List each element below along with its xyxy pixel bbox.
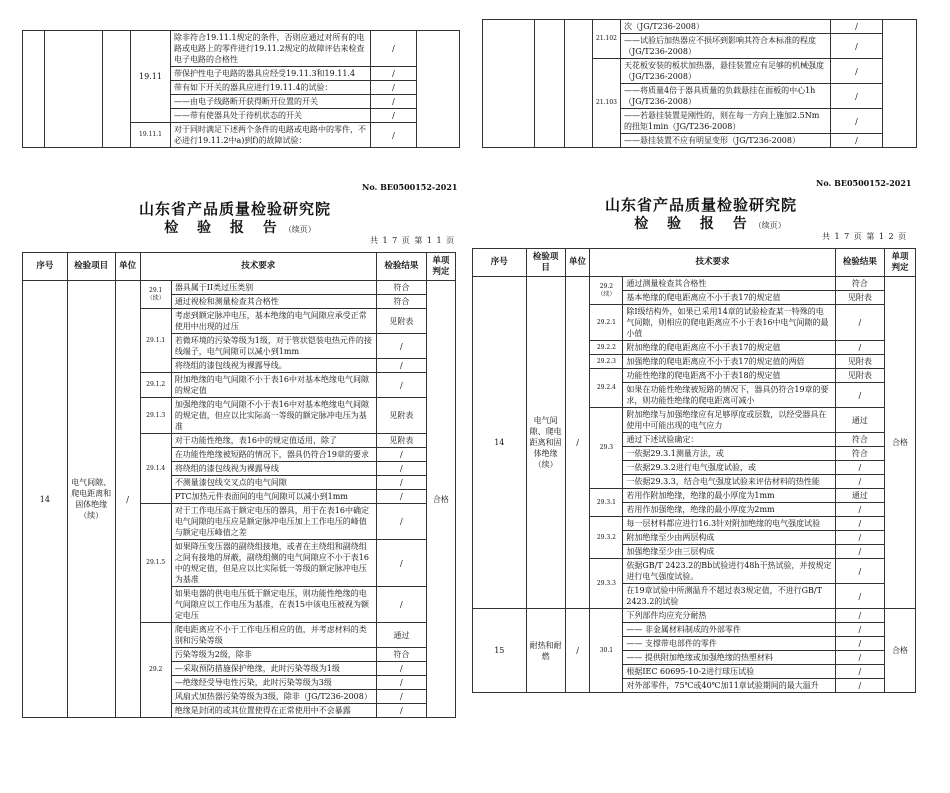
requirement-cell: 一依据29.3.2进行电气强度试验，或 [623, 461, 835, 475]
table-row [23, 31, 460, 67]
right-inspection-table [472, 248, 916, 693]
header-result: 检验结果 [835, 249, 884, 277]
clause-cell: 29.3.3 [590, 559, 623, 609]
requirement-cell: —— 支撑带电部件的零件 [623, 637, 835, 651]
result-cell: / [371, 123, 417, 148]
clause-cell: 29.3.2 [590, 517, 623, 559]
header-item: 检验项目 [526, 249, 565, 277]
clause-cell: 29.2.3 [590, 355, 623, 369]
report-title: 检 验 报 告（续页） [634, 216, 786, 232]
requirement-cell: 考虑到额定脉冲电压，基本绝缘的电气间隙应承受正常使用中出现的过压 [171, 309, 376, 334]
result-cell: 见附表 [835, 355, 884, 369]
requirement-cell: 若用作加强绝缘，绝缘的最小厚度为2mm [623, 503, 835, 517]
requirement-cell: 带有如下开关的器具应进行19.11.4的试验： [171, 81, 371, 95]
clause-cell: 29.3 [590, 408, 623, 489]
requirement-cell: 依据GB/T 2423.2的Bb试验进行48h干热试验，并按规定进行电气强度试验。 [623, 559, 835, 584]
result-cell: / [376, 676, 426, 690]
result-cell: / [835, 637, 884, 651]
clause-cell: 29.1（续） [140, 281, 171, 309]
requirement-cell: 如果降压变压器的副绕组接地，或者在主绕组和副绕组之间有接地的屏蔽，副绕组侧的电气间隙应不小于表16中的规定值，但是应以比实际低一等级的额定脉冲电压为基准 [171, 540, 376, 587]
top-left-fragment [22, 0, 462, 150]
requirement-cell: ——试验后加热器应不损坏到影响其符合本标准的程度（JG/T236-2008） [621, 34, 831, 59]
result-cell: 通过 [376, 623, 426, 648]
header-seq: 序号 [23, 253, 68, 281]
header-verdict: 单项判定 [426, 253, 455, 281]
item-cell: 耐热和耐燃 [526, 609, 565, 693]
clause-cell: 29.2（续） [590, 277, 623, 305]
requirement-cell: 若微环境的污染等级为1级，对于管状铠装电热元件的接线端子，电气间隙可以减小到1mm [171, 334, 376, 359]
result-cell: / [835, 383, 884, 408]
requirement-cell: 附加绝缘至少由两层构成 [623, 531, 835, 545]
report-number: No. BE0500152-2021 [816, 178, 912, 188]
verdict-cell: 合格 [885, 609, 916, 693]
result-cell: / [371, 109, 417, 123]
result-cell: / [376, 504, 426, 540]
header-unit: 单位 [565, 249, 590, 277]
result-cell: / [835, 584, 884, 609]
requirement-cell: 天花板安装的板状加热器，悬挂装置应有足够的机械强度（JG/T236-2008） [621, 59, 831, 84]
result-cell: / [835, 623, 884, 637]
requirement-cell: 通过下述试验确定： [623, 433, 835, 447]
requirement-cell: 绝缘是封闭的或其位置使得在正常使用中不会暴露 [171, 704, 376, 718]
result-cell: / [835, 503, 884, 517]
page-counter: 共 1 7 页 第 1 1 页 [370, 236, 456, 245]
top-right-body [483, 20, 917, 148]
result-cell: 见附表 [376, 434, 426, 448]
requirement-cell: 如果在功能性绝缘被短路的情况下，器具仍符合19章的要求，则功能性绝缘的爬电距离可减小 [623, 383, 835, 408]
requirement-cell: 若用作附加绝缘，绝缘的最小厚度为1mm [623, 489, 835, 503]
table-row [483, 20, 917, 34]
clause-cell: 29.2.4 [590, 369, 623, 408]
requirement-cell: 每一层材料都应进行16.3针对附加绝缘的电气强度试验 [623, 517, 835, 531]
requirement-cell: 如果电器的供电电压低于额定电压，则功能性绝缘的电气间隙应以工作电压为基准，在表15中该电压被视为额定电压 [171, 587, 376, 623]
seq-cell: 14 [473, 277, 527, 609]
requirement-cell: 在19章试验中所测温升不超过表3规定值，不进行GB/T 2423.2的试验 [623, 584, 835, 609]
seq-cell [483, 20, 535, 148]
header-item: 检验项目 [67, 253, 115, 281]
verdict-cell: 合格 [426, 281, 455, 718]
requirement-cell: 对于同时满足下述两个条件的电路或电路中的零件，不必进行19.11.2中a)到f)的故障试验： [171, 123, 371, 148]
item-cell: 电气间隙、爬电距离和固体绝缘（续） [526, 277, 565, 609]
result-cell: / [835, 609, 884, 623]
unit-cell: / [115, 281, 140, 718]
result-cell: 符合 [835, 447, 884, 461]
left-inspection-table [22, 252, 456, 718]
unit-cell: / [565, 609, 590, 693]
table-row [23, 281, 456, 295]
left-table-body [23, 281, 456, 718]
result-cell: / [376, 462, 426, 476]
item-cell [45, 31, 103, 148]
requirement-cell: —采取预防措施保护绝缘，此时污染等级为1级 [171, 662, 376, 676]
verdict-cell [417, 31, 460, 148]
result-cell: / [831, 34, 883, 59]
requirement-cell: 附加绝缘的电气间隙不小于表16中对基本绝缘电气间隙的规定值 [171, 373, 376, 398]
requirement-cell: 将绕组的漆包线视为裸露导线。 [171, 359, 376, 373]
requirement-cell: 附加绝缘的爬电距离应不小于表17的规定值 [623, 341, 835, 355]
requirement-cell: 对外部零件，75℃或40℃加11章试验期间的最大温升 [623, 679, 835, 693]
requirement-cell: 通过测量检查其合格性 [623, 277, 835, 291]
table-row [473, 609, 916, 623]
requirement-cell: PTC加热元件表面间的电气间隙可以减小到1mm [171, 490, 376, 504]
unit-cell: / [565, 277, 590, 609]
result-cell: 符合 [376, 295, 426, 309]
continuation-label: （续页） [753, 221, 786, 230]
clause-cell: 29.2.1 [590, 305, 623, 341]
requirement-cell: 将绕组的漆包线视为裸露导线 [171, 462, 376, 476]
clause-cell: 29.2 [140, 623, 171, 718]
table-header-row [23, 253, 456, 281]
organization-name: 山东省产品质量检验研究院 [604, 196, 797, 214]
report-page-left [0, 170, 470, 793]
result-cell: / [376, 690, 426, 704]
requirement-cell: 对于功能性绝缘，表16中的规定值适用，除了 [171, 434, 376, 448]
result-cell: / [376, 334, 426, 359]
page-counter: 共 1 7 页 第 1 2 页 [822, 232, 908, 241]
result-cell: 见附表 [376, 309, 426, 334]
organization-name: 山东省产品质量检验研究院 [138, 200, 331, 218]
result-cell: / [831, 84, 883, 109]
result-cell: / [371, 67, 417, 81]
requirement-cell: 器具属于II类过压类别 [171, 281, 376, 295]
result-cell: / [376, 476, 426, 490]
seq-cell: 15 [473, 609, 527, 693]
requirement-cell: —绝缘经受导电性污染，此时污染等级为3级 [171, 676, 376, 690]
header-unit: 单位 [115, 253, 140, 281]
requirement-cell: 爬电距离应不小于工作电压相应的值，并考虑材料的类别和污染等级 [171, 623, 376, 648]
result-cell: / [835, 531, 884, 545]
right-table-body [473, 277, 916, 693]
header-requirement: 技术要求 [590, 249, 835, 277]
requirement-cell: 对于工作电压高于额定电压的器具，用于在表16中确定电气间隙的电压应是额定脉冲电压加上工作电压的峰值与额定电压峰值之差 [171, 504, 376, 540]
top-left-body [23, 31, 460, 148]
requirement-cell: ——带有使器具处于待机状态的开关 [171, 109, 371, 123]
requirement-cell: 加强绝缘的电气间隙不小于表16中对基本绝缘电气间隙的规定值，但应以比实际高一等级的额定脉冲电压为基准 [171, 398, 376, 434]
result-cell: / [371, 81, 417, 95]
seq-cell: 14 [23, 281, 68, 718]
result-cell: / [835, 475, 884, 489]
requirement-cell: 基本绝缘的爬电距离应不小于表17的规定值 [623, 291, 835, 305]
header-requirement: 技术要求 [140, 253, 376, 281]
report-page-right [470, 170, 950, 793]
requirement-cell: 根据IEC 60695-10-2进行球压试验 [623, 665, 835, 679]
result-cell: / [831, 109, 883, 134]
table-header-row [473, 249, 916, 277]
result-cell: / [831, 59, 883, 84]
result-cell: / [376, 373, 426, 398]
verdict-cell [883, 20, 917, 148]
top-right-table [482, 19, 917, 148]
result-cell: 见附表 [376, 398, 426, 434]
result-cell: / [831, 134, 883, 148]
top-right-fragment [482, 0, 922, 150]
result-cell: / [376, 359, 426, 373]
clause-cell: 29.1.4 [140, 434, 171, 504]
result-cell: / [371, 31, 417, 67]
header-seq: 序号 [473, 249, 527, 277]
unit-cell [103, 31, 131, 148]
requirement-cell: 加强绝缘至少由三层构成 [623, 545, 835, 559]
clause-cell: 29.3.1 [590, 489, 623, 517]
result-cell: 符合 [835, 277, 884, 291]
result-cell: / [835, 461, 884, 475]
clause-cell: 19.11.1 [131, 123, 171, 148]
item-cell: 电气间隙、爬电距离和固体绝缘（续） [67, 281, 115, 718]
seq-cell [23, 31, 45, 148]
requirement-cell: 风扇式加热器污染等级为3级，除非（JG/T236-2008） [171, 690, 376, 704]
requirement-cell: 通过视检和测量检查其合格性 [171, 295, 376, 309]
requirement-cell: 除非符合19.11.1规定的条件，否则应通过对所有的电路或电路上的零件进行19.11.2规定的故障评估来检查电子电路的合格性 [171, 31, 371, 67]
requirement-cell: —— 非金属材料制成的外部零件 [623, 623, 835, 637]
report-number: No. BE0500152-2021 [362, 182, 458, 192]
clause-cell: 21.103 [593, 59, 621, 148]
requirement-cell: 在功能性绝缘被短路的情况下，器具仍符合19章的要求 [171, 448, 376, 462]
requirement-cell: 一依据29.3.3，结合电气强度试验来评估材料的热性能 [623, 475, 835, 489]
clause-cell: 19.11 [131, 31, 171, 123]
result-cell: / [835, 665, 884, 679]
result-cell: 见附表 [835, 369, 884, 383]
clause-cell: 30.1 [590, 609, 623, 693]
requirement-cell: 功能性绝缘的爬电距离不小于表18的规定值 [623, 369, 835, 383]
requirement-cell: 带保护性电子电路的器具应经受19.11.3和19.11.4 [171, 67, 371, 81]
requirement-cell: 不测量漆包线交叉点的电气间隙 [171, 476, 376, 490]
result-cell: / [376, 662, 426, 676]
result-cell: / [835, 651, 884, 665]
requirement-cell: ——将质量4倍于器具质量的负载悬挂在面板的中心1h（JG/T236-2008） [621, 84, 831, 109]
header-verdict: 单项判定 [885, 249, 916, 277]
result-cell: / [371, 95, 417, 109]
clause-cell: 29.2.2 [590, 341, 623, 355]
requirement-cell: ——若悬挂装置是刚性的，则在每一方向上施加2.5Nm的扭矩1min（JG/T236-2008） [621, 109, 831, 134]
result-cell: 见附表 [835, 291, 884, 305]
item-cell [535, 20, 565, 148]
continuation-label: （续页） [283, 225, 316, 234]
report-title: 检 验 报 告（续页） [164, 220, 316, 236]
clause-cell: 29.1.5 [140, 504, 171, 623]
clause-cell: 29.1.2 [140, 373, 171, 398]
result-cell: 符合 [376, 648, 426, 662]
requirement-cell: 次（JG/T236-2008） [621, 20, 831, 34]
verdict-cell: 合格 [885, 277, 916, 609]
requirement-cell: —— 提供附加绝缘或加强绝缘的热塑材料 [623, 651, 835, 665]
requirement-cell: 加强绝缘的爬电距离应不小于表17的规定值的两倍 [623, 355, 835, 369]
result-cell: / [835, 341, 884, 355]
result-cell: 通过 [835, 489, 884, 503]
clause-cell: 29.1.3 [140, 398, 171, 434]
requirement-cell: ——由电子线路断开获得断开位置的开关 [171, 95, 371, 109]
requirement-cell: 附加绝缘与加强绝缘应有足够厚度或层数，以经受器具在使用中可能出现的电气应力 [623, 408, 835, 433]
result-cell: / [831, 20, 883, 34]
result-cell: 通过 [835, 408, 884, 433]
result-cell: / [376, 587, 426, 623]
result-cell: / [835, 559, 884, 584]
top-left-table [22, 30, 460, 148]
result-cell: / [835, 305, 884, 341]
result-cell: / [835, 517, 884, 531]
result-cell: / [835, 545, 884, 559]
requirement-cell: 一依据29.3.1测量方法，或 [623, 447, 835, 461]
result-cell: / [376, 704, 426, 718]
requirement-cell: 污染等级为2级，除非 [171, 648, 376, 662]
table-row [473, 277, 916, 291]
clause-cell: 21.102 [593, 20, 621, 59]
header-result: 检验结果 [376, 253, 426, 281]
requirement-cell: ——悬挂装置不应有明显变形（JG/T236-2008） [621, 134, 831, 148]
result-cell: / [376, 490, 426, 504]
unit-cell [565, 20, 593, 148]
result-cell: / [376, 448, 426, 462]
result-cell: 符合 [376, 281, 426, 295]
result-cell: / [835, 679, 884, 693]
result-cell: 符合 [835, 433, 884, 447]
clause-cell: 29.1.1 [140, 309, 171, 373]
requirement-cell: 除I级结构外，如果已采用14章的试验检查某一特殊的电气间隙，则相应的爬电距离应不小于表16中电气间隙的最小值 [623, 305, 835, 341]
result-cell: / [376, 540, 426, 587]
requirement-cell: 下列部件均应充分耐热 [623, 609, 835, 623]
